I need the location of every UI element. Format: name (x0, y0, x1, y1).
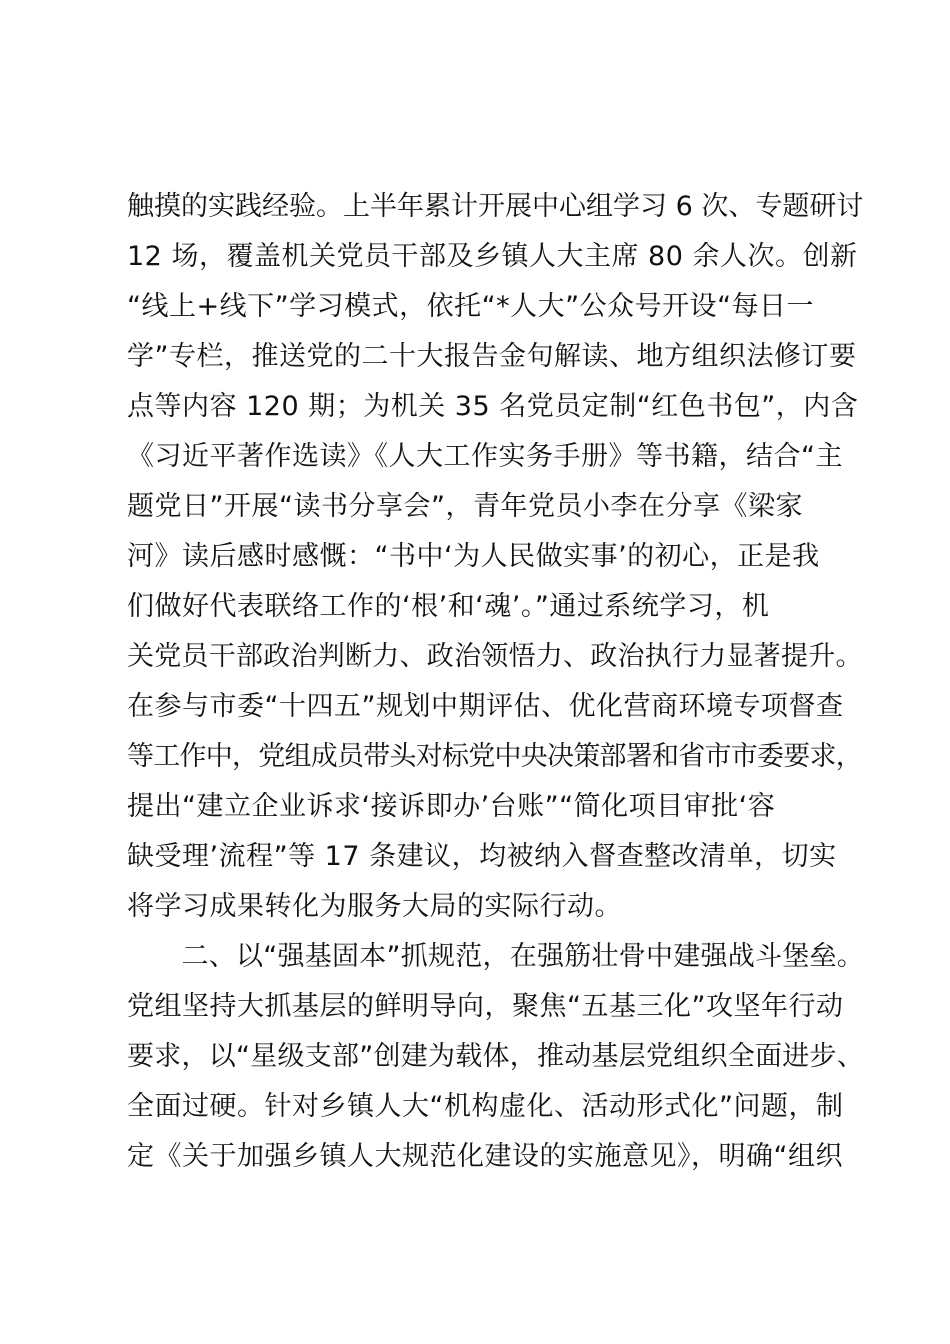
text-line: 关党员干部政治判断力、政治领悟力、政治执行力显著提升。 (127, 641, 863, 672)
section-heading: 二、以“强基固本”抓规范，在强筋壮骨中建强战斗堡垒。 (127, 941, 864, 972)
text-line: 缺受理’流程”等 17 条建议，均被纳入督查整改清单，切实 (127, 841, 837, 872)
text-line: 提出“建立企业诉求‘接诉即办’台账”“简化项目审批‘容 (127, 791, 776, 822)
text-line: 河》读后感时感慨：“书中‘为人民做实事’的初心，正是我 (127, 541, 820, 572)
text-line: 学”专栏，推送党的二十大报告金句解读、地方组织法修订要 (127, 341, 857, 372)
text-line: 点等内容 120 期；为机关 35 名党员定制“红色书包”，内含 (127, 391, 859, 422)
text-line: 党组坚持大抓基层的鲜明导向，聚焦“五基三化”攻坚年行动 (127, 991, 844, 1022)
text-line: 题党日”开展“读书分享会”，青年党员小李在分享《梁家 (127, 491, 803, 522)
text-line: 触摸的实践经验。上半年累计开展中心组学习 6 次、专题研讨 (127, 191, 864, 222)
text-line: 要求，以“星级支部”创建为载体，推动基层党组织全面进步、 (127, 1041, 864, 1072)
text-line: 将学习成果转化为服务大局的实际行动。 (127, 891, 622, 922)
text-line: 定《关于加强乡镇人大规范化建设的实施意见》，明确“组织 (127, 1141, 843, 1172)
text-line: “线上+线下”学习模式，依托“*人大”公众号开设“每日一 (127, 291, 815, 322)
text-line: 等工作中，党组成员带头对标党中央决策部署和省市市委要求， (127, 741, 862, 772)
text-line: 全面过硬。针对乡镇人大“机构虚化、活动形式化”问题，制 (127, 1091, 844, 1122)
text-line: 在参与市委“十四五”规划中期评估、优化营商环境专项督查 (127, 691, 844, 722)
text-line: 们做好代表联络工作的‘根’和‘魂’。”通过系统学习，机 (127, 591, 770, 622)
text-line: 《习近平著作选读》《人大工作实务手册》等书籍，结合“主 (127, 441, 843, 472)
text-line: 12 场，覆盖机关党员干部及乡镇人大主席 80 余人次。创新 (127, 241, 858, 272)
